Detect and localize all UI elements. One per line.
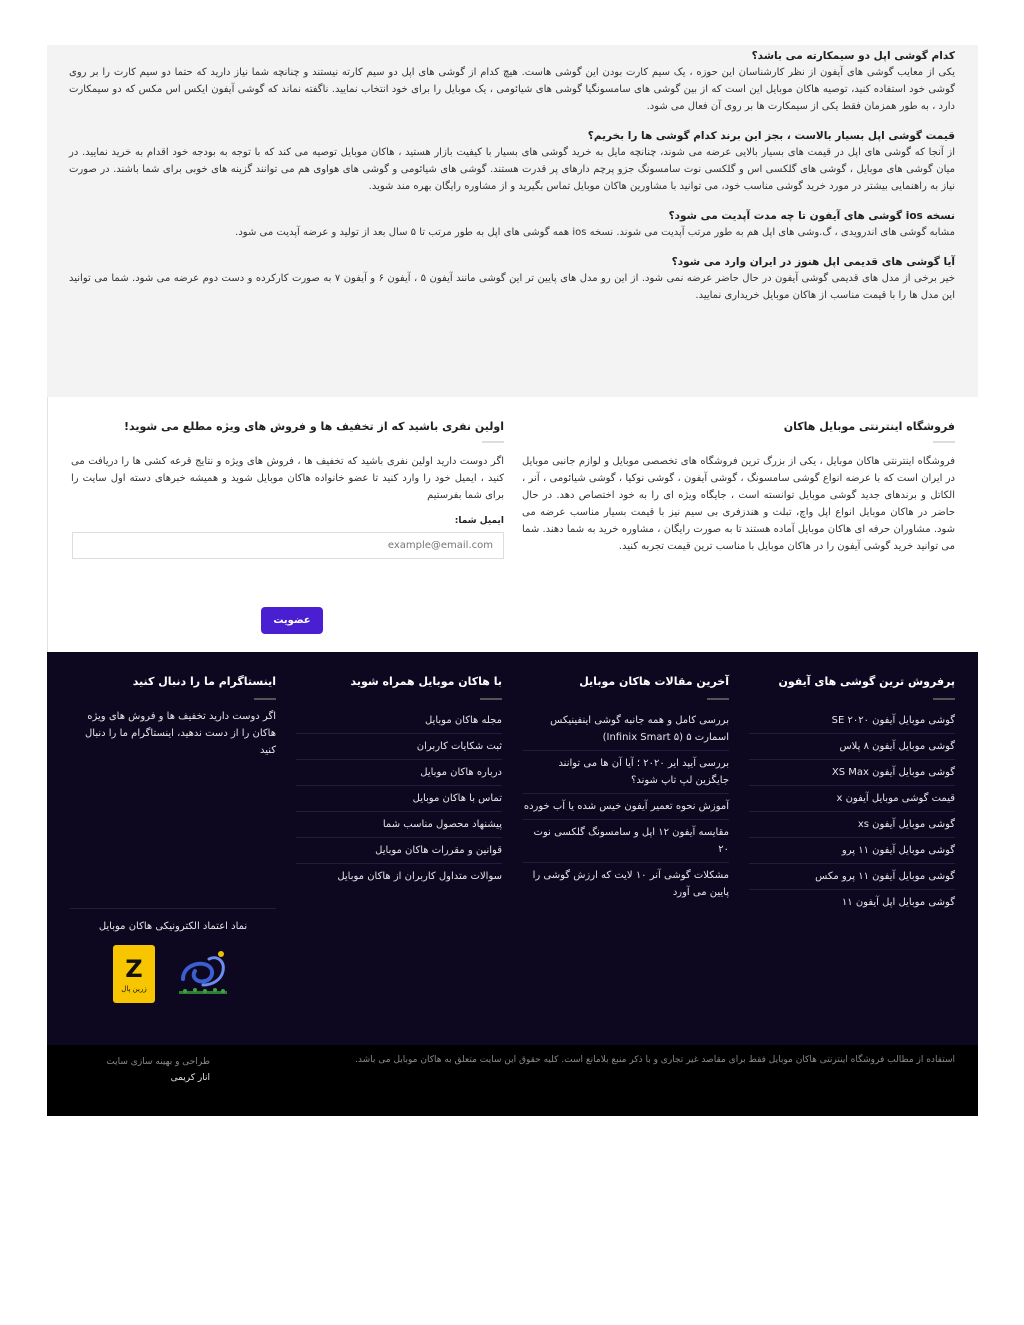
title-divider: [933, 698, 955, 700]
zarinpal-badge-icon[interactable]: [113, 945, 155, 1003]
footer-articles: [523, 674, 729, 905]
faq-section: [47, 45, 978, 397]
faq-item: [69, 209, 955, 241]
title-divider: [933, 441, 955, 443]
footer-link[interactable]: گوشی موبایل آیفون SE ۲۰۲۰: [749, 708, 955, 734]
faq-answer: یکی از معایب گوشی های آیفون از نظر کارشناسان این حوزه ، یک سیم کارت بودن این گوشی هاست. هیچ کدام از گوشی های اپل دو سیم کارته نیستند و چنانچه شما نیاز دارید که حتما دو سیم کارت را بر روی گوشی خود استفاده کنید، توصیه هاکان موبایل این است که از بین گوشی های سامسونگیا گوشی های شیائومی ، یک موبایل را برای خود انتخاب نمایید. ناگفته نماند که گوشی آیفون ایکس اس مکس که دو سیمکارت دارد ، به طور همزمان فقط یکی از سیمکارت ها بر روی آن فعال می شود.: [69, 67, 955, 112]
trust-badges: [70, 908, 276, 1003]
footer-instagram: [70, 674, 276, 759]
copyright-text: استفاده از مطالب فروشگاه اینترنتی هاکان موبایل فقط برای مقاصد غیر تجاری و با ذکر منبع بلامانع است. کلیه حقوق این سایت متعلق به هاکان موبایل می باشد.: [355, 1055, 955, 1065]
zarinpal-logo-glyph: Z: [125, 954, 143, 983]
footer-articles-title: آخرین مقالات هاکان موبایل: [579, 675, 729, 688]
email-label: ایمیل شما:: [454, 516, 504, 526]
faq-question: کدام گوشی اپل دو سیمکارته می باشد؟: [751, 50, 955, 62]
faq-question: آیا گوشی های قدیمی اپل هنوز در ایران وارد می شود؟: [671, 256, 955, 268]
footer-link[interactable]: سوالات متداول کاربران از هاکان موبایل: [337, 871, 502, 882]
footer-link[interactable]: مشکلات گوشی آنر ۱۰ لایت که ارزش گوشی را پایین می آورد: [532, 870, 729, 898]
enamad-badge-icon[interactable]: [173, 945, 233, 1003]
footer-link[interactable]: گوشی موبایل آیفون ۸ پلاس: [749, 734, 955, 760]
title-divider: [480, 698, 502, 700]
join-button[interactable]: عضویت: [261, 607, 323, 634]
footer-link[interactable]: قوانین و مقررات هاکان موبایل: [296, 838, 502, 864]
footer-link[interactable]: درباره هاکان موبایل: [296, 760, 502, 786]
articles-list: [523, 708, 729, 905]
footer-links-title: با هاکان موبایل همراه شوید: [350, 675, 502, 688]
trust-title: نماد اعتماد الکترونیکی هاکان موبایل: [98, 921, 248, 932]
newsletter: [71, 419, 504, 626]
footer-link[interactable]: گوشی موبایل آیفون ۱۱ پرو: [749, 838, 955, 864]
footer-link[interactable]: گوشی موبایل آیفون ۱۱ پرو مکس: [749, 864, 955, 890]
designer-credit: [70, 1055, 210, 1087]
footer-bestsellers-title: پرفروش ترین گوشی های آیفون: [778, 675, 955, 688]
links-list: [296, 708, 502, 889]
instagram-text: اگر دوست دارید تخفیف ها و فروش های ویژه هاکان را از دست ندهید، اینستاگرام ما را دنبال کنید: [85, 711, 276, 756]
email-field[interactable]: [72, 532, 504, 559]
footer-link[interactable]: گوشی موبایل آیفون XS Max: [749, 760, 955, 786]
title-divider: [707, 698, 729, 700]
newsletter-text: اگر دوست دارید اولین نفری باشید که تخفیف ها ، فروش های ویژه و نتایج قرعه کشی ها را دریافت می کنید ، ایمیل خود را وارد کنید تا عضو خانواده هاکان موبایل شوید و همیشه خبرهای دسته اول سایت را برای شما بفرستیم: [71, 456, 504, 501]
badge-row: [70, 945, 276, 1003]
footer-links: [296, 674, 502, 889]
faq-question: نسخه ios گوشی های آیفون تا چه مدت آپدیت می شود؟: [668, 210, 955, 222]
footer-link[interactable]: قیمت گوشی موبایل آیفون x: [749, 786, 955, 812]
title-divider: [254, 698, 276, 700]
zarinpal-label: زرین پال: [121, 984, 147, 993]
title-divider: [482, 441, 504, 443]
footer-instagram-title: اینستاگرام ما را دنبال کنید: [132, 675, 276, 688]
site-footer: [47, 652, 978, 1045]
footer-link[interactable]: گوشی موبایل اپل آیفون ۱۱: [841, 897, 955, 908]
store-about-text: فروشگاه اینترنتی هاکان موبایل ، یکی از بزرگ ترین فروشگاه های تخصصی موبایل و لوازم جانبی موبایل در ایران است که با عرضه انواع گوشی سامسونگ ، گوشی آیفون ، گوشی نوکیا ، گوشی شیائومی ، آنر ، الکاتل و برندهای جدید گوشی موبایل توانسته است ، جایگاه ویژه ای را به خود اختصاص دهد. در حال حاضر در هاکان موبایل انواع اپل واچ، تبلت و هندزفری بی سیم نیز با قیمت بسیار مناسب عرضه می شود. مشاوران حرفه ای هاکان موبایل آماده هستند تا به صورت رایگان ، مشاوره خرید به شما دهند. شما می توانید خرید گوشی آیفون را در هاکان موبایل با مناسب ترین قیمت تجربه کنید.: [522, 456, 955, 552]
credit-name[interactable]: انار کریمی: [170, 1073, 210, 1083]
faq-item: [69, 49, 955, 115]
footer-link[interactable]: آموزش نحوه تعمیر آیفون خیس شده یا آب خورده: [523, 794, 729, 820]
credit-label: طراحی و بهینه سازی سایت: [106, 1057, 210, 1067]
footer-link[interactable]: بررسی کامل و همه جانبه گوشی اینفینیکس اسمارت ۵ (Infinix Smart ۵): [523, 708, 729, 751]
bestsellers-list: [749, 708, 955, 915]
about-newsletter-section: [47, 397, 978, 652]
faq-question: قیمت گوشی اپل بسیار بالاست ، بجز این برند کدام گوشی ها را بخریم؟: [587, 130, 955, 142]
footer-link[interactable]: پیشنهاد محصول مناسب شما: [296, 812, 502, 838]
faq-answer: مشابه گوشی های اندرویدی ، گ.وشی های اپل هم به طور مرتب آپدیت می شوند. نسخه ios همه گوشی های اپل به طور مرتب تا ۵ سال بعد از تولید و عرضه آپدیت می شود.: [235, 227, 955, 238]
faq-item: [69, 129, 955, 195]
footer-link[interactable]: مقایسه آیفون ۱۲ اپل و سامسونگ گلکسی نوت ۲۰: [523, 820, 729, 863]
footer-link[interactable]: تماس با هاکان موبایل: [296, 786, 502, 812]
store-about-title: فروشگاه اینترنتی موبایل هاکان: [783, 420, 955, 433]
newsletter-title: اولین نفری باشید که از تخفیف ها و فروش های ویژه مطلع می شوید!: [123, 420, 504, 433]
footer-bestsellers: [749, 674, 955, 915]
footer-link[interactable]: ثبت شکایات کاربران: [296, 734, 502, 760]
footer-bottom-bar: [47, 1045, 978, 1116]
footer-link[interactable]: بررسی آیپد ایر ۲۰۲۰ ؛ آیا آن ها می توانند جایگزین لپ تاپ شوند؟: [523, 751, 729, 794]
store-about: [522, 419, 955, 555]
faq-item: [69, 255, 955, 304]
footer-link[interactable]: مجله هاکان موبایل: [296, 708, 502, 734]
faq-answer: خیر برخی از مدل های قدیمی گوشی آیفون در حال حاضر عرضه نمی شود. از این رو مدل های پایین تر این گوشی مانند آیفون ۵ ، آیفون ۶ و آیفون ۷ به صورت کارکرده و دست دوم عرضه می شود. شما می توانید این مدل ها را با قیمت مناسب از هاکان موبایل خریداری نمایید.: [69, 273, 955, 301]
faq-answer: از آنجا که گوشی های اپل در قیمت های بسیار بالایی عرضه می شوند، چنانچه مایل به خرید گوشی های بسیار با کیفیت بازار هستید ، هاکان موبایل توصیه می کند که با توجه به بودجه خود اقدام به خرید نمایید. در میان گوشی های موبایل ، گوشی های گلکسی اس و گلکسی نوت سامسونگ جزو پرچم دارهای پر قدرت هستند. گوشی های شیائومی و گوشی های هواوی هم می توانند گزینه های خوبی برای شما باشند. در صورت نیاز به راهنمایی بیشتر در مورد خرید گوشی مناسب خود، می توانید با مشاورین هاکان موبایل تماس بگیرید و از مشاوره رایگان بهره مند شوید.: [69, 147, 955, 192]
footer-link[interactable]: گوشی موبایل آیفون xs: [749, 812, 955, 838]
